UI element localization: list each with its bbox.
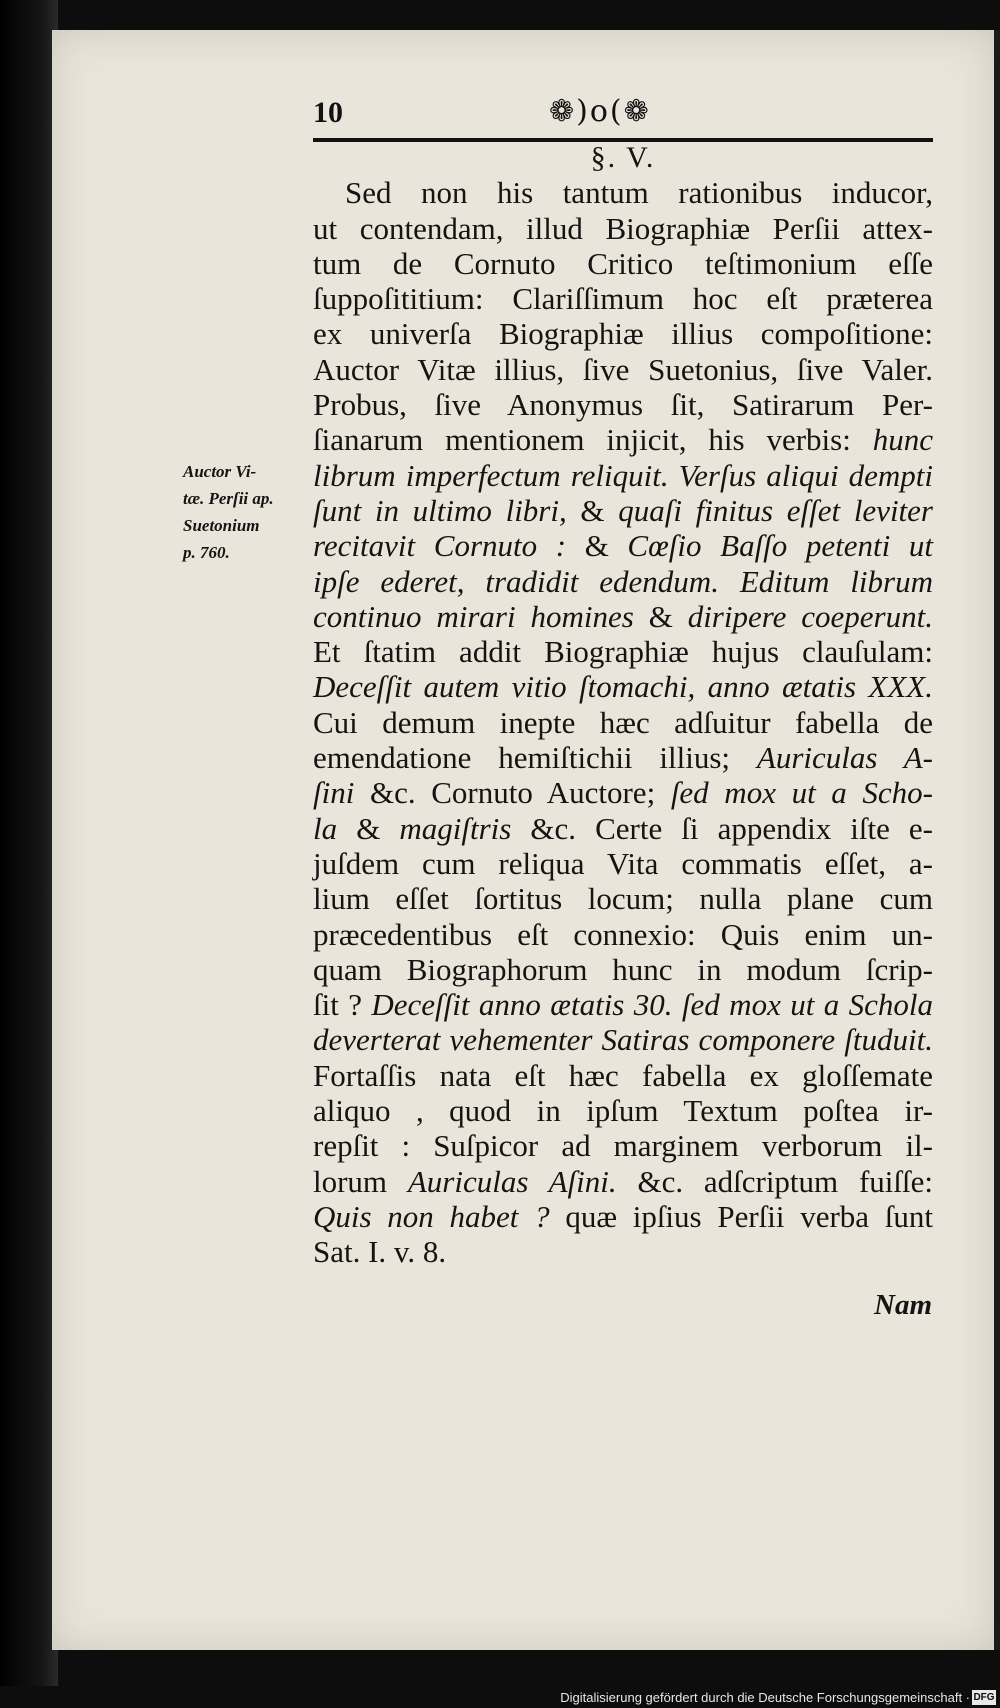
roman-run: Sed non his tantum rationibus inducor, <box>345 175 933 211</box>
roman-run: Sat. I. v. 8. <box>313 1234 447 1270</box>
text-line <box>313 811 933 846</box>
roman-run: Certe ſi appendix iſte e- <box>576 810 934 846</box>
italic-run: Quis non habet ? <box>313 1198 550 1234</box>
marginal-note-line: tæ. Perſii ap. <box>183 489 274 508</box>
text-line <box>313 705 933 740</box>
roman-run: & <box>584 528 609 564</box>
text-line <box>313 211 933 246</box>
text-line <box>313 599 933 634</box>
text-line <box>313 669 933 704</box>
italic-run: ſunt in ultimo libri, <box>313 492 581 528</box>
text-line <box>313 528 933 563</box>
italic-run: deverterat vehementer Satiras componere ſtuduit. <box>313 1022 933 1058</box>
footer-credit: Digitalisierung gefördert durch die Deutsche Forschungsgemeinschaft · <box>560 1690 970 1705</box>
italic-run: Auriculas A- <box>756 740 933 776</box>
roman-run: lorum <box>313 1163 408 1199</box>
roman-run: & <box>648 598 673 634</box>
text-line <box>313 493 933 528</box>
text-line <box>313 881 933 916</box>
italic-run: Auriculas Aſini. <box>407 1163 617 1199</box>
marginal-note-line: Suetonium <box>183 516 260 535</box>
text-line <box>313 1164 933 1199</box>
text-line <box>313 775 933 810</box>
roman-run: juſdem cum reliqua Vita commatis eſſet, a- <box>313 845 933 881</box>
roman-run: Probus, ſive Anonymus ſit, Satirarum Per- <box>313 387 933 423</box>
dfg-logo: DFG <box>973 1692 995 1703</box>
header-ornament: ❁)o(❁ <box>549 94 651 129</box>
italic-run: diripere coeperunt. <box>672 598 933 634</box>
text-line <box>313 316 933 351</box>
text-line <box>313 952 933 987</box>
roman-run: Cui demum inepte hæc adſuitur fabella de <box>313 704 933 740</box>
roman-run: ſit ? <box>313 987 372 1023</box>
roman-run: lium eſſet ſortitus locum; nulla plane cum <box>313 881 933 917</box>
italic-run: ſini <box>313 775 355 811</box>
text-line <box>313 1234 933 1269</box>
text-line <box>313 246 933 281</box>
text-line <box>313 634 933 669</box>
italic-run: ſed mox ut a Scho- <box>670 775 934 811</box>
main-text <box>313 140 933 1270</box>
italic-run: continuo mirari homines <box>313 598 649 634</box>
text-line <box>313 1128 933 1163</box>
text-line <box>313 1058 933 1093</box>
marginal-note-line: Auctor Vi- <box>183 462 257 481</box>
roman-run: Et ſtatim addit Biographiæ hujus clauſulam: <box>313 634 933 670</box>
text-line <box>313 987 933 1022</box>
italic-run: quaſi finitus eſſet leviter <box>604 492 933 528</box>
text-line <box>313 175 933 210</box>
roman-run: emendatione hemiſtichii illius; <box>313 740 757 776</box>
text-line <box>313 422 933 457</box>
text-line <box>313 1199 933 1234</box>
italic-run: ipſe ederet, tradidit edendum. Editum librum <box>313 563 933 599</box>
roman-run: ex univerſa Biographiæ illius compoſitione: <box>313 316 933 352</box>
italic-run: magiſtris <box>380 810 531 846</box>
running-head <box>313 96 933 136</box>
roman-run: &c. Cornuto Auctore; <box>354 775 671 811</box>
scan-background-right <box>994 30 1000 1650</box>
italic-run: la <box>313 810 357 846</box>
italic-run: hunc <box>872 422 933 458</box>
scan-background-left <box>0 0 58 1708</box>
roman-run: ſianarum mentionem injicit, his verbis: <box>313 422 873 458</box>
roman-run: Fortaſſis nata eſt hæc fabella ex gloſſemate <box>313 1057 933 1093</box>
text-line <box>313 387 933 422</box>
text-line <box>313 1093 933 1128</box>
text-line <box>313 740 933 775</box>
italic-run: Deceſſit autem vitio ſtomachi, anno ætatis XXX. <box>313 669 933 705</box>
text-line <box>313 564 933 599</box>
marginal-note-line: p. 760. <box>183 543 230 562</box>
italic-run: Deceſſit anno ætatis 30. ſed mox ut a Schola <box>371 987 933 1023</box>
page-number: 10 <box>313 96 343 129</box>
text-line <box>313 917 933 952</box>
roman-run: Auctor Vitæ illius, ſive Suetonius, ſive Valer. <box>313 351 933 387</box>
roman-run: tum de Cornuto Critico teſtimonium eſſe <box>313 245 933 281</box>
marginal-note <box>183 458 311 566</box>
text-line <box>313 1022 933 1057</box>
roman-run: ut contendam, illud Biographiæ Perſii attex- <box>313 210 933 246</box>
italic-run: librum imperfectum reliquit. Verſus aliqui dempti <box>313 457 933 493</box>
catchword: Nam <box>874 1289 932 1321</box>
italic-run: recitavit Cornuto : <box>313 528 585 564</box>
text-line <box>313 281 933 316</box>
roman-run: & <box>356 810 381 846</box>
roman-run: quæ ipſius Perſii verba ſunt <box>549 1198 933 1234</box>
roman-run: &c. adſcriptum fuiſſe: <box>616 1163 933 1199</box>
roman-run: ſuppoſititium: Clariſſimum hoc eſt præterea <box>313 281 933 317</box>
roman-run: præcedentibus eſt connexio: Quis enim un- <box>313 916 933 952</box>
roman-run: & <box>580 492 605 528</box>
text-line <box>313 458 933 493</box>
text-line <box>313 352 933 387</box>
italic-run: Cœſio Baſſo petenti ut <box>608 528 933 564</box>
roman-run: aliquo , quod in ipſum Textum poſtea ir- <box>313 1093 933 1129</box>
roman-run: &c. <box>530 810 577 846</box>
text-line <box>313 846 933 881</box>
roman-run: repſit : Suſpicor ad marginem verborum il- <box>313 1128 933 1164</box>
section-heading: §. V. <box>590 141 656 174</box>
roman-run: quam Biographorum hunc in modum ſcrip- <box>313 951 933 987</box>
body-paragraph <box>313 175 933 1269</box>
